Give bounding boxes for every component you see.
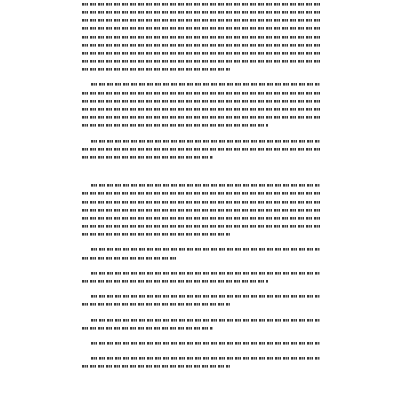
text-line (82, 18, 320, 22)
paragraph-spacer (82, 76, 320, 83)
paragraph-spacer (82, 349, 320, 356)
paragraph-spacer (82, 264, 320, 271)
text-line (82, 2, 320, 6)
text-line (91, 356, 320, 360)
text-line (91, 318, 320, 322)
text-line (82, 51, 320, 55)
text-line (82, 99, 320, 103)
paragraph (82, 341, 320, 345)
text-line (82, 147, 320, 151)
text-line (91, 183, 320, 187)
text-line (82, 10, 320, 14)
text-line (91, 341, 320, 345)
paragraph (82, 2, 320, 72)
paragraph (82, 356, 320, 368)
text-line (91, 248, 320, 252)
paragraph-spacer (82, 163, 320, 183)
text-line (91, 83, 320, 87)
text-line (82, 27, 320, 31)
text-line (82, 192, 320, 196)
text-line (82, 208, 320, 212)
text-line (82, 59, 320, 63)
paragraph-spacer (82, 334, 320, 341)
text-line (82, 43, 320, 47)
paragraph (82, 248, 320, 260)
paragraph (82, 83, 320, 128)
paragraph (82, 139, 320, 159)
text-line (91, 271, 320, 275)
paragraph-spacer (82, 132, 320, 139)
paragraph-spacer (82, 287, 320, 294)
text-line (82, 91, 320, 95)
paragraph-spacer (82, 311, 320, 318)
paragraph (82, 318, 320, 330)
paragraph (82, 271, 320, 283)
text-line (82, 124, 268, 128)
text-line (82, 256, 177, 260)
text-line (82, 279, 268, 283)
text-line (82, 35, 320, 39)
text-line (82, 107, 320, 111)
text-line (82, 365, 230, 369)
text-line (82, 224, 320, 228)
text-line (82, 115, 320, 119)
text-line (82, 200, 320, 204)
paragraph-spacer (82, 241, 320, 248)
text-line (82, 155, 213, 159)
text-line (82, 68, 230, 72)
paragraph (82, 183, 320, 236)
text-line (82, 216, 320, 220)
text-line (82, 326, 213, 330)
text-line (91, 294, 320, 298)
text-line (91, 139, 320, 143)
text-line (82, 233, 230, 237)
paragraph (82, 294, 320, 306)
document-body (82, 2, 320, 373)
text-line (82, 303, 230, 307)
